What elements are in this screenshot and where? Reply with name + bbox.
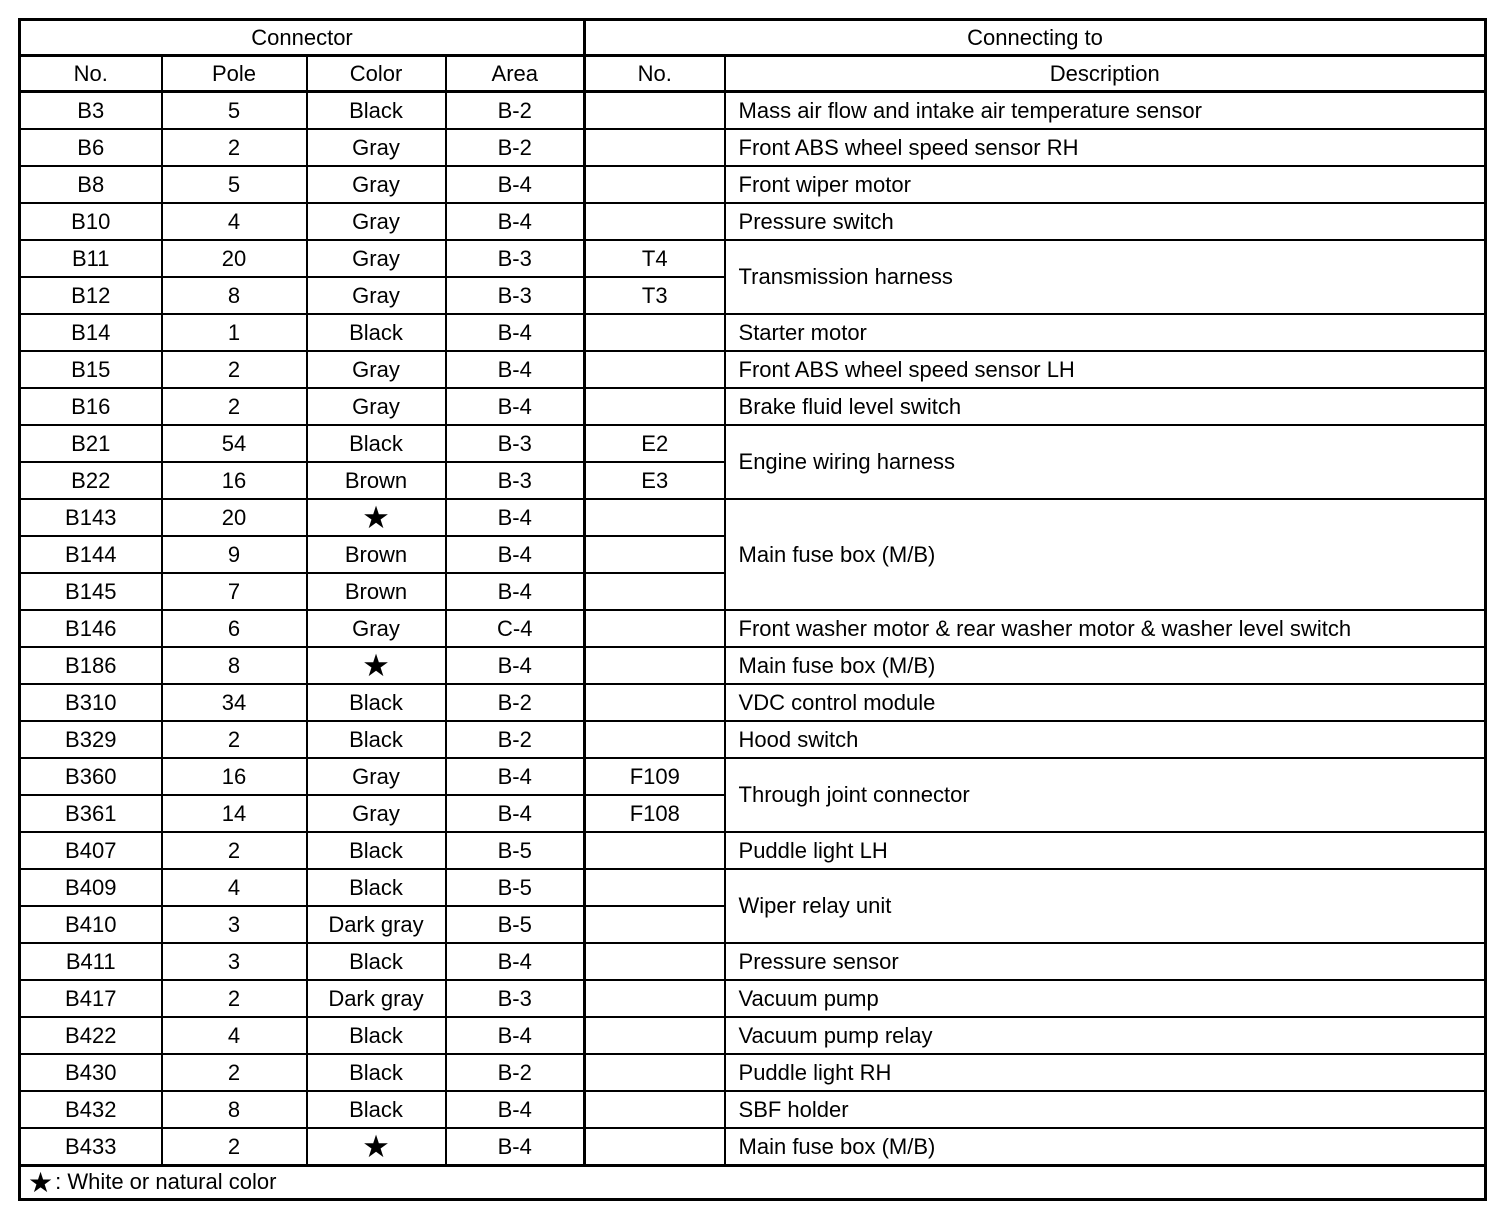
- col-header-color: Color: [307, 56, 446, 92]
- cell-connecting-no: [585, 573, 725, 610]
- table-row: [20, 1017, 1486, 1054]
- table-row: [20, 1091, 1486, 1128]
- table-row: [20, 610, 1486, 647]
- cell-area: B-5: [446, 832, 585, 869]
- cell-pole-count: 7: [162, 573, 307, 610]
- cell-connector-no: B14: [20, 314, 162, 351]
- cell-area: B-3: [446, 277, 585, 314]
- cell-pole-count: 5: [162, 92, 307, 130]
- cell-pole-count: 8: [162, 277, 307, 314]
- cell-connecting-no: [585, 1054, 725, 1091]
- cell-pole-count: 16: [162, 758, 307, 795]
- cell-pole-count: 3: [162, 943, 307, 980]
- cell-connecting-no: [585, 388, 725, 425]
- cell-pole-count: 2: [162, 388, 307, 425]
- col-header-connecting-no: No.: [585, 56, 725, 92]
- table-footer: [20, 1166, 1486, 1200]
- cell-description: VDC control module: [725, 684, 1486, 721]
- col-header-area: Area: [446, 56, 585, 92]
- cell-color: ★: [307, 647, 446, 684]
- cell-description: Vacuum pump: [725, 980, 1486, 1017]
- column-header-row: [20, 56, 1486, 92]
- cell-description: Engine wiring harness: [725, 425, 1486, 499]
- cell-area: B-2: [446, 92, 585, 130]
- star-icon: ★: [28, 1166, 54, 1198]
- cell-connecting-no: [585, 1128, 725, 1166]
- header-connector: Connector: [20, 20, 585, 56]
- cell-connecting-no: E3: [585, 462, 725, 499]
- cell-area: B-4: [446, 388, 585, 425]
- cell-connector-no: B22: [20, 462, 162, 499]
- cell-description: Pressure switch: [725, 203, 1486, 240]
- cell-description: Main fuse box (M/B): [725, 499, 1486, 610]
- cell-connector-no: B186: [20, 647, 162, 684]
- table-header: [20, 20, 1486, 92]
- cell-connecting-no: [585, 129, 725, 166]
- cell-description: Front ABS wheel speed sensor LH: [725, 351, 1486, 388]
- cell-connecting-no: [585, 980, 725, 1017]
- cell-connector-no: B15: [20, 351, 162, 388]
- cell-pole-count: 4: [162, 869, 307, 906]
- cell-pole-count: 2: [162, 1054, 307, 1091]
- cell-connector-no: B433: [20, 1128, 162, 1166]
- cell-connector-no: B430: [20, 1054, 162, 1091]
- cell-pole-count: 20: [162, 240, 307, 277]
- cell-connecting-no: [585, 721, 725, 758]
- cell-area: B-3: [446, 425, 585, 462]
- cell-connecting-no: [585, 1017, 725, 1054]
- header-connecting-to: Connecting to: [585, 20, 1486, 56]
- cell-color: Dark gray: [307, 980, 446, 1017]
- cell-connector-no: B21: [20, 425, 162, 462]
- cell-connecting-no: E2: [585, 425, 725, 462]
- cell-description: Mass air flow and intake air temperature sensor: [725, 92, 1486, 130]
- cell-color: Gray: [307, 388, 446, 425]
- cell-pole-count: 16: [162, 462, 307, 499]
- cell-connector-no: B410: [20, 906, 162, 943]
- cell-connecting-no: [585, 869, 725, 906]
- cell-pole-count: 2: [162, 980, 307, 1017]
- table-row: [20, 425, 1486, 462]
- cell-area: B-4: [446, 1091, 585, 1128]
- cell-pole-count: 3: [162, 906, 307, 943]
- cell-description: Starter motor: [725, 314, 1486, 351]
- cell-color: Black: [307, 1091, 446, 1128]
- cell-area: B-4: [446, 795, 585, 832]
- cell-color: Gray: [307, 610, 446, 647]
- table-row: [20, 499, 1486, 536]
- table-row: [20, 758, 1486, 795]
- cell-pole-count: 2: [162, 721, 307, 758]
- cell-pole-count: 2: [162, 129, 307, 166]
- cell-connecting-no: [585, 906, 725, 943]
- cell-connecting-no: [585, 203, 725, 240]
- cell-connecting-no: [585, 314, 725, 351]
- cell-area: B-2: [446, 721, 585, 758]
- cell-pole-count: 1: [162, 314, 307, 351]
- cell-area: B-3: [446, 240, 585, 277]
- cell-color: Brown: [307, 536, 446, 573]
- cell-connector-no: B409: [20, 869, 162, 906]
- cell-area: B-4: [446, 943, 585, 980]
- cell-connector-no: B8: [20, 166, 162, 203]
- cell-area: B-4: [446, 166, 585, 203]
- cell-pole-count: 2: [162, 1128, 307, 1166]
- cell-pole-count: 5: [162, 166, 307, 203]
- cell-color: Black: [307, 1054, 446, 1091]
- cell-area: B-3: [446, 980, 585, 1017]
- cell-description: Front ABS wheel speed sensor RH: [725, 129, 1486, 166]
- table-row: [20, 388, 1486, 425]
- table-row: [20, 129, 1486, 166]
- cell-color: Dark gray: [307, 906, 446, 943]
- cell-connecting-no: [585, 610, 725, 647]
- cell-area: B-2: [446, 684, 585, 721]
- cell-connector-no: B11: [20, 240, 162, 277]
- cell-description: SBF holder: [725, 1091, 1486, 1128]
- cell-connector-no: B10: [20, 203, 162, 240]
- cell-connector-no: B422: [20, 1017, 162, 1054]
- cell-connector-no: B329: [20, 721, 162, 758]
- cell-connecting-no: [585, 943, 725, 980]
- cell-connecting-no: [585, 1091, 725, 1128]
- cell-connector-no: B411: [20, 943, 162, 980]
- table-row: [20, 684, 1486, 721]
- table-row: [20, 351, 1486, 388]
- cell-color: Black: [307, 425, 446, 462]
- cell-connecting-no: [585, 536, 725, 573]
- cell-connector-no: B3: [20, 92, 162, 130]
- cell-pole-count: 14: [162, 795, 307, 832]
- cell-color: ★: [307, 1128, 446, 1166]
- cell-connector-no: B146: [20, 610, 162, 647]
- table-body: [20, 92, 1486, 1166]
- cell-connector-no: B12: [20, 277, 162, 314]
- cell-description: Vacuum pump relay: [725, 1017, 1486, 1054]
- table-row: [20, 943, 1486, 980]
- cell-connecting-no: [585, 92, 725, 130]
- cell-color: Black: [307, 1017, 446, 1054]
- cell-pole-count: 9: [162, 536, 307, 573]
- table-row: [20, 721, 1486, 758]
- cell-area: B-4: [446, 351, 585, 388]
- cell-area: B-2: [446, 129, 585, 166]
- cell-color: Brown: [307, 573, 446, 610]
- cell-pole-count: 4: [162, 203, 307, 240]
- cell-connecting-no: [585, 351, 725, 388]
- cell-color: Black: [307, 832, 446, 869]
- cell-color: Gray: [307, 166, 446, 203]
- cell-description: Main fuse box (M/B): [725, 647, 1486, 684]
- table-row: [20, 980, 1486, 1017]
- cell-color: Black: [307, 684, 446, 721]
- cell-connector-no: B6: [20, 129, 162, 166]
- table-row: [20, 832, 1486, 869]
- cell-description: Pressure sensor: [725, 943, 1486, 980]
- cell-area: B-5: [446, 869, 585, 906]
- cell-connecting-no: T3: [585, 277, 725, 314]
- cell-area: B-3: [446, 462, 585, 499]
- legend-row: [20, 1166, 1486, 1200]
- cell-color: Gray: [307, 277, 446, 314]
- header-group-row: [20, 20, 1486, 56]
- cell-connector-no: B310: [20, 684, 162, 721]
- cell-color: Gray: [307, 240, 446, 277]
- cell-description: Puddle light RH: [725, 1054, 1486, 1091]
- cell-color: Gray: [307, 203, 446, 240]
- cell-area: B-2: [446, 1054, 585, 1091]
- cell-color: Gray: [307, 795, 446, 832]
- cell-area: B-4: [446, 536, 585, 573]
- cell-area: B-5: [446, 906, 585, 943]
- cell-description: Puddle light LH: [725, 832, 1486, 869]
- cell-color: Black: [307, 869, 446, 906]
- col-header-description: Description: [725, 56, 1486, 92]
- table-row: [20, 240, 1486, 277]
- connector-table: [18, 18, 1487, 1201]
- table-row: [20, 1054, 1486, 1091]
- cell-connector-no: B143: [20, 499, 162, 536]
- cell-connecting-no: [585, 499, 725, 536]
- cell-description: Front wiper motor: [725, 166, 1486, 203]
- cell-area: B-4: [446, 499, 585, 536]
- legend-text: : White or natural color: [55, 1168, 277, 1194]
- cell-description: Brake fluid level switch: [725, 388, 1486, 425]
- cell-area: B-4: [446, 203, 585, 240]
- cell-connecting-no: [585, 647, 725, 684]
- cell-description: Transmission harness: [725, 240, 1486, 314]
- cell-pole-count: 2: [162, 832, 307, 869]
- col-header-connector-no: No.: [20, 56, 162, 92]
- cell-color: Black: [307, 92, 446, 130]
- table-row: [20, 166, 1486, 203]
- cell-pole-count: 34: [162, 684, 307, 721]
- legend-cell: [20, 1166, 1486, 1200]
- cell-pole-count: 2: [162, 351, 307, 388]
- cell-connecting-no: F109: [585, 758, 725, 795]
- cell-pole-count: 54: [162, 425, 307, 462]
- cell-color: Black: [307, 721, 446, 758]
- cell-connector-no: B361: [20, 795, 162, 832]
- table-row: [20, 314, 1486, 351]
- cell-pole-count: 6: [162, 610, 307, 647]
- cell-description: Main fuse box (M/B): [725, 1128, 1486, 1166]
- cell-color: Black: [307, 943, 446, 980]
- cell-connecting-no: F108: [585, 795, 725, 832]
- cell-color: Gray: [307, 758, 446, 795]
- cell-description: Hood switch: [725, 721, 1486, 758]
- cell-color: Brown: [307, 462, 446, 499]
- cell-pole-count: 4: [162, 1017, 307, 1054]
- cell-description: Through joint connector: [725, 758, 1486, 832]
- cell-connector-no: B360: [20, 758, 162, 795]
- cell-connector-no: B407: [20, 832, 162, 869]
- cell-connector-no: B432: [20, 1091, 162, 1128]
- table-row: [20, 647, 1486, 684]
- cell-area: C-4: [446, 610, 585, 647]
- cell-color: ★: [307, 499, 446, 536]
- cell-description: Front washer motor & rear washer motor & washer level switch: [725, 610, 1486, 647]
- cell-description: Wiper relay unit: [725, 869, 1486, 943]
- cell-color: Gray: [307, 351, 446, 388]
- cell-connector-no: B16: [20, 388, 162, 425]
- cell-connector-no: B144: [20, 536, 162, 573]
- cell-color: Gray: [307, 129, 446, 166]
- cell-area: B-4: [446, 1128, 585, 1166]
- cell-connecting-no: [585, 832, 725, 869]
- cell-connecting-no: T4: [585, 240, 725, 277]
- cell-color: Black: [307, 314, 446, 351]
- cell-area: B-4: [446, 647, 585, 684]
- table-row: [20, 869, 1486, 906]
- cell-pole-count: 8: [162, 647, 307, 684]
- table-row: [20, 203, 1486, 240]
- cell-area: B-4: [446, 1017, 585, 1054]
- cell-connector-no: B417: [20, 980, 162, 1017]
- cell-area: B-4: [446, 314, 585, 351]
- cell-area: B-4: [446, 758, 585, 795]
- cell-pole-count: 8: [162, 1091, 307, 1128]
- cell-connecting-no: [585, 166, 725, 203]
- cell-pole-count: 20: [162, 499, 307, 536]
- cell-connecting-no: [585, 684, 725, 721]
- table-row: [20, 1128, 1486, 1166]
- col-header-pole: Pole: [162, 56, 307, 92]
- table-row: [20, 92, 1486, 130]
- cell-connector-no: B145: [20, 573, 162, 610]
- cell-area: B-4: [446, 573, 585, 610]
